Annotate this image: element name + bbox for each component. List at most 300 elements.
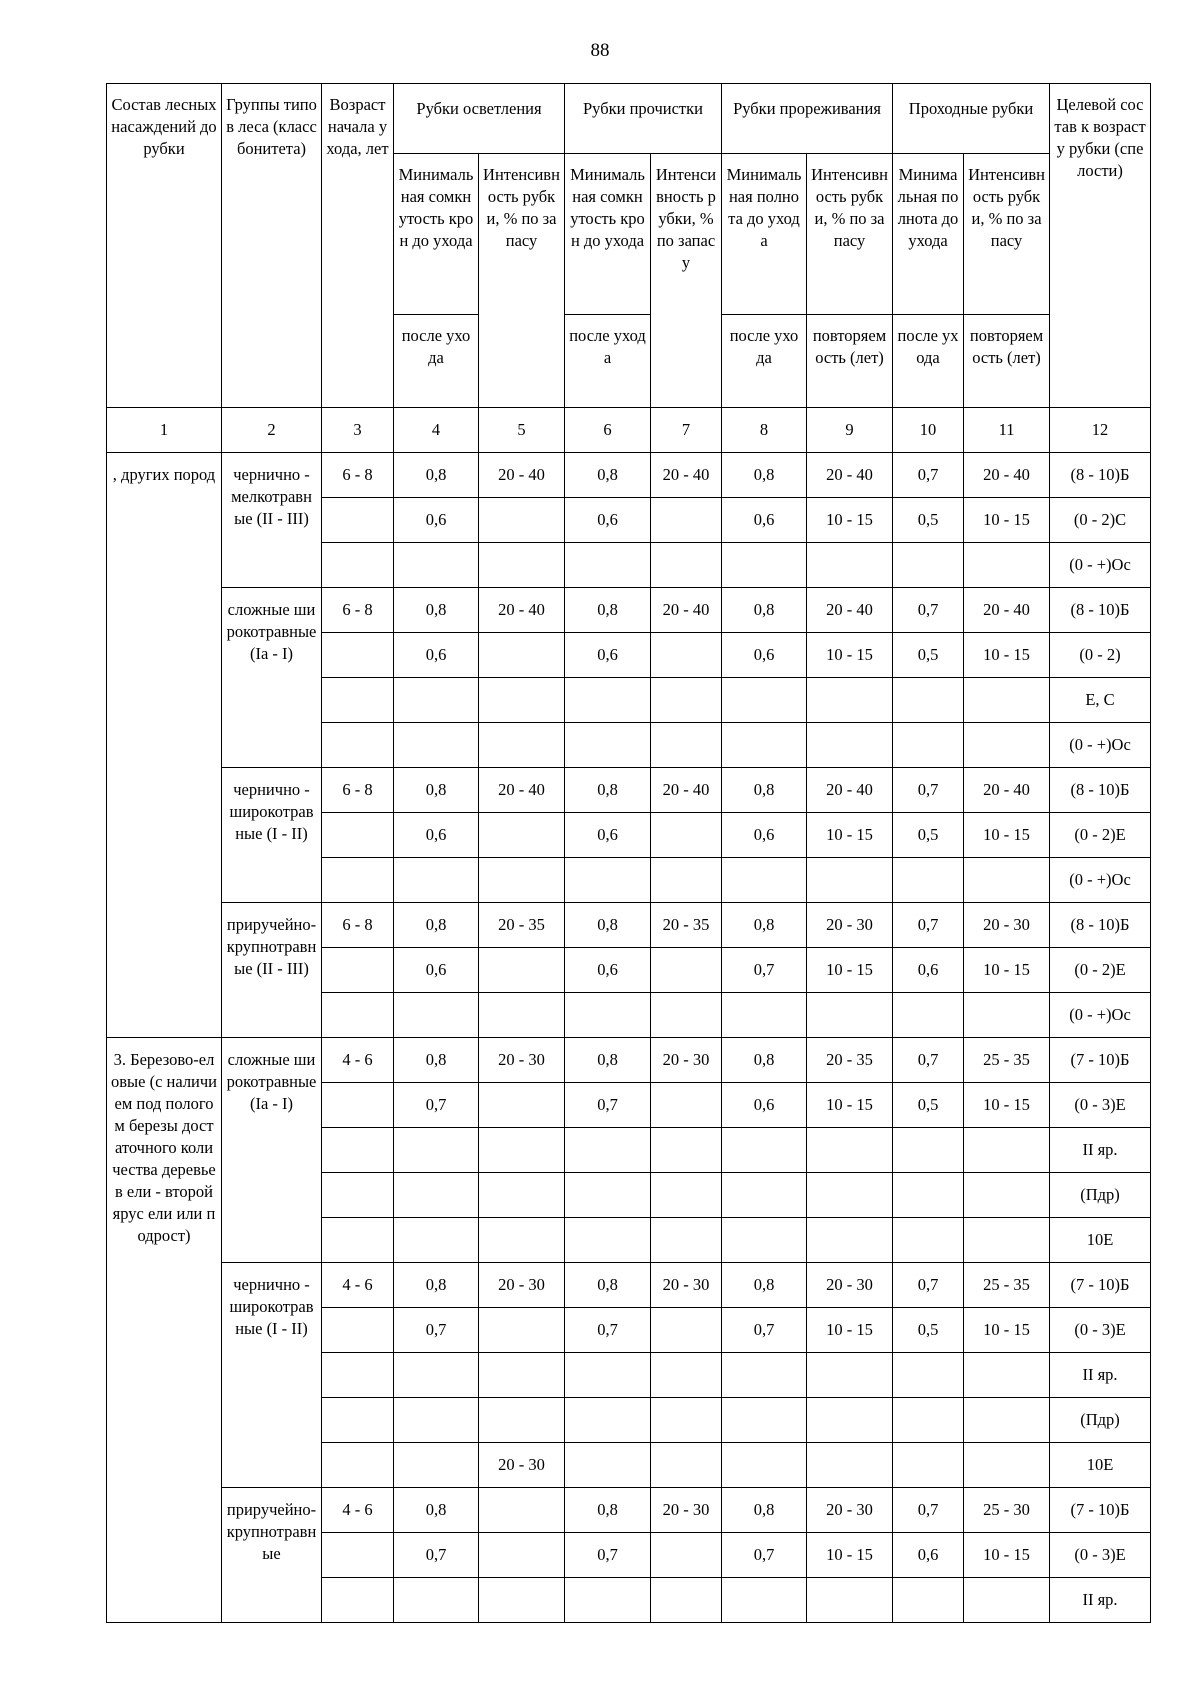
intensity-prohodnye-cell (964, 993, 1050, 1038)
target-composition-cell: (0 - +)Ос (1050, 993, 1151, 1038)
intensity-prorezhivanie-cell (807, 1443, 893, 1488)
intensity-prohodnye-cell (964, 1578, 1050, 1623)
min-closure-osvetlenie-cell (394, 1398, 479, 1443)
forest-type-cell: приручейно-крупнотравные (II - III) (222, 903, 322, 1038)
intensity-prohodnye-cell (964, 1128, 1050, 1173)
intensity-prorezhivanie-cell: 10 - 15 (807, 948, 893, 993)
table-row (107, 1038, 1151, 1083)
target-composition-cell: (0 - +)Ос (1050, 858, 1151, 903)
header-start-age: Возраст начала ухода, лет (322, 84, 394, 408)
intensity-prorezhivanie-cell: 10 - 15 (807, 633, 893, 678)
min-density-prorezhivanie-cell: 0,8 (722, 1038, 807, 1083)
min-density-prorezhivanie-cell (722, 1443, 807, 1488)
min-closure-osvetlenie-cell: 0,6 (394, 633, 479, 678)
target-composition-cell: (0 - 2)С (1050, 498, 1151, 543)
min-density-prorezhivanie-cell: 0,6 (722, 1083, 807, 1128)
min-density-prohodnye-cell: 0,5 (893, 1308, 964, 1353)
min-closure-prochistka-cell (565, 993, 651, 1038)
min-closure-prochistka-cell: 0,8 (565, 768, 651, 813)
start-age-cell (322, 723, 394, 768)
min-density-prorezhivanie-cell: 0,7 (722, 948, 807, 993)
target-composition-cell: 10Е (1050, 1218, 1151, 1263)
intensity-prohodnye-cell: 10 - 15 (964, 1308, 1050, 1353)
column-number: 8 (722, 408, 807, 453)
intensity-prohodnye-cell: 10 - 15 (964, 633, 1050, 678)
intensity-osvetlenie-cell: 20 - 30 (479, 1443, 565, 1488)
min-density-prohodnye-cell (893, 1128, 964, 1173)
intensity-osvetlenie-cell (479, 1128, 565, 1173)
min-closure-osvetlenie-cell (394, 1353, 479, 1398)
min-closure-prochistka-cell: 0,8 (565, 903, 651, 948)
intensity-prochistka-cell: 20 - 30 (651, 1038, 722, 1083)
intensity-prochistka-cell (651, 678, 722, 723)
intensity-prochistka-cell (651, 723, 722, 768)
min-density-prohodnye-cell: 0,6 (893, 1533, 964, 1578)
header-group-prochistka: Рубки прочистки (565, 84, 722, 154)
table-row (107, 1263, 1151, 1308)
start-age-cell (322, 1353, 394, 1398)
column-number: 12 (1050, 408, 1151, 453)
start-age-cell (322, 498, 394, 543)
forest-type-cell: сложные широкотравные (Ia - I) (222, 588, 322, 768)
intensity-prohodnye-cell: 10 - 15 (964, 498, 1050, 543)
min-density-prohodnye-cell: 0,7 (893, 1488, 964, 1533)
start-age-cell: 4 - 6 (322, 1488, 394, 1533)
intensity-prochistka-cell (651, 498, 722, 543)
header-after-care: после ухода (565, 315, 651, 408)
intensity-prorezhivanie-cell: 10 - 15 (807, 1083, 893, 1128)
intensity-osvetlenie-cell (479, 1533, 565, 1578)
target-composition-cell: (8 - 10)Б (1050, 768, 1151, 813)
header-repeatability: повторяемость (лет) (807, 315, 893, 408)
min-closure-osvetlenie-cell: 0,6 (394, 498, 479, 543)
forest-care-table (106, 83, 1151, 1623)
intensity-prohodnye-cell: 10 - 15 (964, 948, 1050, 993)
target-composition-cell: (0 - 3)Е (1050, 1533, 1151, 1578)
min-density-prohodnye-cell (893, 1218, 964, 1263)
intensity-prorezhivanie-cell (807, 1578, 893, 1623)
min-density-prohodnye-cell (893, 1353, 964, 1398)
target-composition-cell: (7 - 10)Б (1050, 1488, 1151, 1533)
table-row (107, 453, 1151, 498)
intensity-prorezhivanie-cell (807, 678, 893, 723)
start-age-cell (322, 813, 394, 858)
min-density-prohodnye-cell (893, 1173, 964, 1218)
min-closure-osvetlenie-cell: 0,8 (394, 588, 479, 633)
column-number: 1 (107, 408, 222, 453)
table-row (107, 768, 1151, 813)
min-closure-osvetlenie-cell: 0,6 (394, 948, 479, 993)
min-closure-osvetlenie-cell: 0,8 (394, 1038, 479, 1083)
intensity-prohodnye-cell (964, 1218, 1050, 1263)
target-composition-cell: (0 - 2)Е (1050, 813, 1151, 858)
intensity-prochistka-cell (651, 1578, 722, 1623)
start-age-cell (322, 1308, 394, 1353)
intensity-prochistka-cell (651, 1353, 722, 1398)
target-composition-cell: II яр. (1050, 1128, 1151, 1173)
intensity-prohodnye-cell (964, 678, 1050, 723)
min-density-prorezhivanie-cell: 0,8 (722, 453, 807, 498)
intensity-prohodnye-cell (964, 1398, 1050, 1443)
min-density-prohodnye-cell (893, 1578, 964, 1623)
min-density-prorezhivanie-cell: 0,7 (722, 1533, 807, 1578)
header-intensity-osvetlenie: Интенсивность рубки, % по запасу (479, 154, 565, 408)
intensity-prohodnye-cell: 20 - 40 (964, 588, 1050, 633)
column-number: 6 (565, 408, 651, 453)
min-closure-prochistka-cell: 0,6 (565, 633, 651, 678)
intensity-prohodnye-cell: 25 - 35 (964, 1038, 1050, 1083)
intensity-prochistka-cell: 20 - 40 (651, 768, 722, 813)
header-after-care: после ухода (722, 315, 807, 408)
min-density-prorezhivanie-cell: 0,6 (722, 498, 807, 543)
start-age-cell (322, 1218, 394, 1263)
page-number: 88 (590, 40, 610, 61)
start-age-cell (322, 948, 394, 993)
intensity-prorezhivanie-cell: 20 - 30 (807, 1263, 893, 1308)
min-density-prohodnye-cell: 0,7 (893, 453, 964, 498)
min-density-prohodnye-cell: 0,7 (893, 1263, 964, 1308)
intensity-prorezhivanie-cell (807, 1173, 893, 1218)
intensity-osvetlenie-cell (479, 1353, 565, 1398)
start-age-cell (322, 1083, 394, 1128)
min-closure-prochistka-cell: 0,6 (565, 813, 651, 858)
min-closure-prochistka-cell: 0,7 (565, 1308, 651, 1353)
column-number-row (107, 408, 1151, 453)
column-number: 3 (322, 408, 394, 453)
intensity-osvetlenie-cell: 20 - 30 (479, 1263, 565, 1308)
forest-type-cell: приручейно-крупнотравные (222, 1488, 322, 1623)
intensity-osvetlenie-cell (479, 813, 565, 858)
min-closure-osvetlenie-cell (394, 723, 479, 768)
min-density-prohodnye-cell: 0,7 (893, 588, 964, 633)
target-composition-cell: (8 - 10)Б (1050, 588, 1151, 633)
min-closure-osvetlenie-cell (394, 1218, 479, 1263)
min-closure-osvetlenie-cell (394, 1128, 479, 1173)
target-composition-cell: 10Е (1050, 1443, 1151, 1488)
target-composition-cell: (0 - +)Ос (1050, 543, 1151, 588)
min-closure-prochistka-cell (565, 678, 651, 723)
min-closure-prochistka-cell: 0,8 (565, 588, 651, 633)
min-closure-prochistka-cell: 0,6 (565, 948, 651, 993)
min-closure-prochistka-cell: 0,7 (565, 1533, 651, 1578)
intensity-osvetlenie-cell: 20 - 40 (479, 453, 565, 498)
column-number: 2 (222, 408, 322, 453)
min-density-prorezhivanie-cell (722, 858, 807, 903)
min-closure-prochistka-cell: 0,7 (565, 1083, 651, 1128)
min-closure-osvetlenie-cell (394, 993, 479, 1038)
header-min-crown-closure: Минимальная сомкнутость крон до ухода (394, 154, 479, 315)
min-closure-prochistka-cell (565, 1443, 651, 1488)
min-closure-prochistka-cell (565, 1578, 651, 1623)
start-age-cell (322, 678, 394, 723)
intensity-osvetlenie-cell (479, 1218, 565, 1263)
min-density-prohodnye-cell (893, 993, 964, 1038)
min-density-prorezhivanie-cell (722, 1578, 807, 1623)
intensity-prochistka-cell: 20 - 40 (651, 453, 722, 498)
intensity-prochistka-cell (651, 948, 722, 993)
min-closure-prochistka-cell (565, 543, 651, 588)
min-density-prohodnye-cell: 0,5 (893, 498, 964, 543)
target-composition-cell: (Пдр) (1050, 1398, 1151, 1443)
min-closure-prochistka-cell (565, 1218, 651, 1263)
min-closure-prochistka-cell (565, 858, 651, 903)
min-closure-prochistka-cell: 0,8 (565, 453, 651, 498)
min-density-prorezhivanie-cell: 0,6 (722, 813, 807, 858)
intensity-prorezhivanie-cell (807, 723, 893, 768)
min-density-prohodnye-cell (893, 1443, 964, 1488)
stand-composition-cell: 3. Березово-еловые (с наличием под пологом березы достаточного количества деревьев ели - второй ярус ели или подрост) (107, 1038, 222, 1623)
column-number: 5 (479, 408, 565, 453)
min-closure-osvetlenie-cell: 0,8 (394, 768, 479, 813)
forest-type-cell: чернично - мелкотравные (II - III) (222, 453, 322, 588)
min-closure-prochistka-cell (565, 723, 651, 768)
target-composition-cell: II яр. (1050, 1578, 1151, 1623)
header-intensity-prochistka: Интенсивность рубки, % по запасу (651, 154, 722, 408)
forest-type-cell: чернично - широкотравные (I - II) (222, 768, 322, 903)
intensity-prohodnye-cell: 20 - 30 (964, 903, 1050, 948)
min-density-prorezhivanie-cell (722, 1353, 807, 1398)
intensity-prochistka-cell (651, 1083, 722, 1128)
min-density-prorezhivanie-cell (722, 678, 807, 723)
intensity-prorezhivanie-cell: 10 - 15 (807, 1533, 893, 1578)
target-composition-cell: Е, С (1050, 678, 1151, 723)
min-density-prorezhivanie-cell: 0,8 (722, 1263, 807, 1308)
target-composition-cell: (0 - 3)Е (1050, 1308, 1151, 1353)
target-composition-cell: (Пдр) (1050, 1173, 1151, 1218)
column-number: 11 (964, 408, 1050, 453)
intensity-prohodnye-cell (964, 858, 1050, 903)
intensity-osvetlenie-cell (479, 1398, 565, 1443)
start-age-cell: 4 - 6 (322, 1038, 394, 1083)
forest-type-cell: чернично - широкотравные (I - II) (222, 1263, 322, 1488)
intensity-prochistka-cell (651, 1128, 722, 1173)
header-group-prorezhivanie: Рубки прореживания (722, 84, 893, 154)
column-number: 10 (893, 408, 964, 453)
min-density-prorezhivanie-cell (722, 1398, 807, 1443)
min-density-prorezhivanie-cell (722, 1218, 807, 1263)
min-closure-osvetlenie-cell: 0,6 (394, 813, 479, 858)
intensity-prochistka-cell (651, 633, 722, 678)
intensity-prorezhivanie-cell (807, 858, 893, 903)
target-composition-cell: (0 - 3)Е (1050, 1083, 1151, 1128)
min-closure-osvetlenie-cell: 0,7 (394, 1308, 479, 1353)
intensity-prochistka-cell: 20 - 40 (651, 588, 722, 633)
intensity-osvetlenie-cell (479, 498, 565, 543)
min-closure-prochistka-cell (565, 1173, 651, 1218)
stand-composition-cell: , других пород (107, 453, 222, 1038)
min-closure-prochistka-cell: 0,6 (565, 498, 651, 543)
min-density-prohodnye-cell: 0,7 (893, 1038, 964, 1083)
forest-type-cell: сложные широкотравные (Ia - I) (222, 1038, 322, 1263)
intensity-osvetlenie-cell (479, 1308, 565, 1353)
min-closure-osvetlenie-cell (394, 858, 479, 903)
header-min-crown-closure: Минимальная сомкнутость крон до ухода (565, 154, 651, 315)
min-closure-osvetlenie-cell (394, 1578, 479, 1623)
header-group-prohodnye: Проходные рубки (893, 84, 1050, 154)
header-intensity-prorezhivanie: Интенсивность рубки, % по запасу (807, 154, 893, 315)
intensity-prohodnye-cell (964, 1443, 1050, 1488)
intensity-prorezhivanie-cell: 20 - 40 (807, 453, 893, 498)
intensity-prorezhivanie-cell: 10 - 15 (807, 813, 893, 858)
header-min-density: Минимальная полнота до ухода (722, 154, 807, 315)
intensity-prohodnye-cell (964, 543, 1050, 588)
intensity-prorezhivanie-cell: 20 - 35 (807, 1038, 893, 1083)
header-after-care: после ухода (394, 315, 479, 408)
start-age-cell (322, 1128, 394, 1173)
intensity-prochistka-cell (651, 1308, 722, 1353)
intensity-osvetlenie-cell (479, 678, 565, 723)
header-composition: Состав лесных насаждений до рубки (107, 84, 222, 408)
intensity-prohodnye-cell: 10 - 15 (964, 1083, 1050, 1128)
column-number: 4 (394, 408, 479, 453)
intensity-prohodnye-cell (964, 1173, 1050, 1218)
min-density-prorezhivanie-cell: 0,6 (722, 633, 807, 678)
start-age-cell: 6 - 8 (322, 453, 394, 498)
intensity-prochistka-cell (651, 543, 722, 588)
start-age-cell (322, 1173, 394, 1218)
table-row (107, 903, 1151, 948)
min-closure-osvetlenie-cell (394, 1443, 479, 1488)
min-density-prohodnye-cell: 0,5 (893, 1083, 964, 1128)
intensity-prorezhivanie-cell (807, 1218, 893, 1263)
min-density-prorezhivanie-cell: 0,8 (722, 588, 807, 633)
min-density-prohodnye-cell: 0,6 (893, 948, 964, 993)
intensity-prochistka-cell (651, 1218, 722, 1263)
min-density-prorezhivanie-cell: 0,7 (722, 1308, 807, 1353)
min-closure-osvetlenie-cell: 0,7 (394, 1533, 479, 1578)
target-composition-cell: (7 - 10)Б (1050, 1263, 1151, 1308)
target-composition-cell: (8 - 10)Б (1050, 903, 1151, 948)
target-composition-cell: (8 - 10)Б (1050, 453, 1151, 498)
min-density-prohodnye-cell: 0,7 (893, 768, 964, 813)
start-age-cell: 6 - 8 (322, 903, 394, 948)
min-density-prorezhivanie-cell: 0,8 (722, 903, 807, 948)
column-number: 7 (651, 408, 722, 453)
intensity-prochistka-cell (651, 1398, 722, 1443)
intensity-osvetlenie-cell (479, 633, 565, 678)
intensity-prohodnye-cell: 25 - 35 (964, 1263, 1050, 1308)
header-target-composition: Целевой состав к возрасту рубки (спелости) (1050, 84, 1151, 408)
intensity-prorezhivanie-cell: 20 - 30 (807, 903, 893, 948)
intensity-prochistka-cell: 20 - 30 (651, 1488, 722, 1533)
intensity-osvetlenie-cell (479, 858, 565, 903)
intensity-osvetlenie-cell: 20 - 40 (479, 588, 565, 633)
target-composition-cell: (7 - 10)Б (1050, 1038, 1151, 1083)
intensity-osvetlenie-cell: 20 - 30 (479, 1038, 565, 1083)
intensity-prorezhivanie-cell (807, 1353, 893, 1398)
target-composition-cell: (0 - +)Ос (1050, 723, 1151, 768)
intensity-prohodnye-cell: 10 - 15 (964, 1533, 1050, 1578)
min-closure-prochistka-cell (565, 1128, 651, 1173)
header-group-osvetlenie: Рубки осветления (394, 84, 565, 154)
intensity-prorezhivanie-cell (807, 1398, 893, 1443)
min-density-prorezhivanie-cell (722, 723, 807, 768)
min-density-prohodnye-cell: 0,7 (893, 903, 964, 948)
intensity-prorezhivanie-cell (807, 1128, 893, 1173)
start-age-cell: 6 - 8 (322, 768, 394, 813)
start-age-cell: 6 - 8 (322, 588, 394, 633)
min-closure-osvetlenie-cell (394, 678, 479, 723)
header-repeatability: повторяемость (лет) (964, 315, 1050, 408)
table-row (107, 588, 1151, 633)
intensity-osvetlenie-cell (479, 948, 565, 993)
intensity-prorezhivanie-cell (807, 993, 893, 1038)
intensity-osvetlenie-cell (479, 723, 565, 768)
min-closure-prochistka-cell (565, 1398, 651, 1443)
intensity-osvetlenie-cell (479, 1578, 565, 1623)
start-age-cell (322, 1398, 394, 1443)
intensity-prorezhivanie-cell: 20 - 40 (807, 768, 893, 813)
header-forest-types: Группы типов леса (класс бонитета) (222, 84, 322, 408)
intensity-prorezhivanie-cell: 20 - 30 (807, 1488, 893, 1533)
min-density-prorezhivanie-cell (722, 993, 807, 1038)
intensity-osvetlenie-cell: 20 - 35 (479, 903, 565, 948)
target-composition-cell: II яр. (1050, 1353, 1151, 1398)
min-closure-osvetlenie-cell: 0,8 (394, 1488, 479, 1533)
min-closure-prochistka-cell: 0,8 (565, 1488, 651, 1533)
column-number: 9 (807, 408, 893, 453)
min-density-prorezhivanie-cell: 0,8 (722, 1488, 807, 1533)
intensity-prorezhivanie-cell (807, 543, 893, 588)
intensity-prorezhivanie-cell: 20 - 40 (807, 588, 893, 633)
intensity-osvetlenie-cell (479, 993, 565, 1038)
min-density-prohodnye-cell (893, 543, 964, 588)
min-density-prohodnye-cell (893, 678, 964, 723)
min-density-prohodnye-cell (893, 858, 964, 903)
min-density-prohodnye-cell: 0,5 (893, 633, 964, 678)
min-closure-osvetlenie-cell: 0,7 (394, 1083, 479, 1128)
intensity-prohodnye-cell: 10 - 15 (964, 813, 1050, 858)
intensity-osvetlenie-cell (479, 1488, 565, 1533)
intensity-prochistka-cell (651, 813, 722, 858)
header-intensity-prohodnye: Интенсивность рубки, % по запасу (964, 154, 1050, 315)
intensity-prochistka-cell: 20 - 35 (651, 903, 722, 948)
min-closure-osvetlenie-cell: 0,8 (394, 903, 479, 948)
intensity-prohodnye-cell: 25 - 30 (964, 1488, 1050, 1533)
intensity-osvetlenie-cell (479, 1173, 565, 1218)
min-density-prorezhivanie-cell (722, 543, 807, 588)
intensity-osvetlenie-cell (479, 543, 565, 588)
table-row (107, 1488, 1151, 1533)
start-age-cell (322, 1578, 394, 1623)
intensity-prochistka-cell (651, 1533, 722, 1578)
start-age-cell (322, 543, 394, 588)
start-age-cell (322, 858, 394, 903)
header-min-density: Минимальная полнота до ухода (893, 154, 964, 315)
min-density-prorezhivanie-cell (722, 1128, 807, 1173)
min-closure-prochistka-cell: 0,8 (565, 1263, 651, 1308)
intensity-prochistka-cell (651, 1173, 722, 1218)
min-closure-osvetlenie-cell (394, 543, 479, 588)
intensity-prochistka-cell (651, 993, 722, 1038)
start-age-cell (322, 1533, 394, 1578)
min-density-prohodnye-cell: 0,5 (893, 813, 964, 858)
start-age-cell (322, 1443, 394, 1488)
intensity-prohodnye-cell (964, 1353, 1050, 1398)
header-after-care: после ухода (893, 315, 964, 408)
min-closure-osvetlenie-cell: 0,8 (394, 453, 479, 498)
intensity-prochistka-cell (651, 858, 722, 903)
min-density-prorezhivanie-cell (722, 1173, 807, 1218)
intensity-prochistka-cell (651, 1443, 722, 1488)
min-closure-osvetlenie-cell (394, 1173, 479, 1218)
intensity-prorezhivanie-cell: 10 - 15 (807, 498, 893, 543)
intensity-prohodnye-cell: 20 - 40 (964, 453, 1050, 498)
min-closure-prochistka-cell (565, 1353, 651, 1398)
target-composition-cell: (0 - 2) (1050, 633, 1151, 678)
min-closure-prochistka-cell: 0,8 (565, 1038, 651, 1083)
intensity-osvetlenie-cell: 20 - 40 (479, 768, 565, 813)
